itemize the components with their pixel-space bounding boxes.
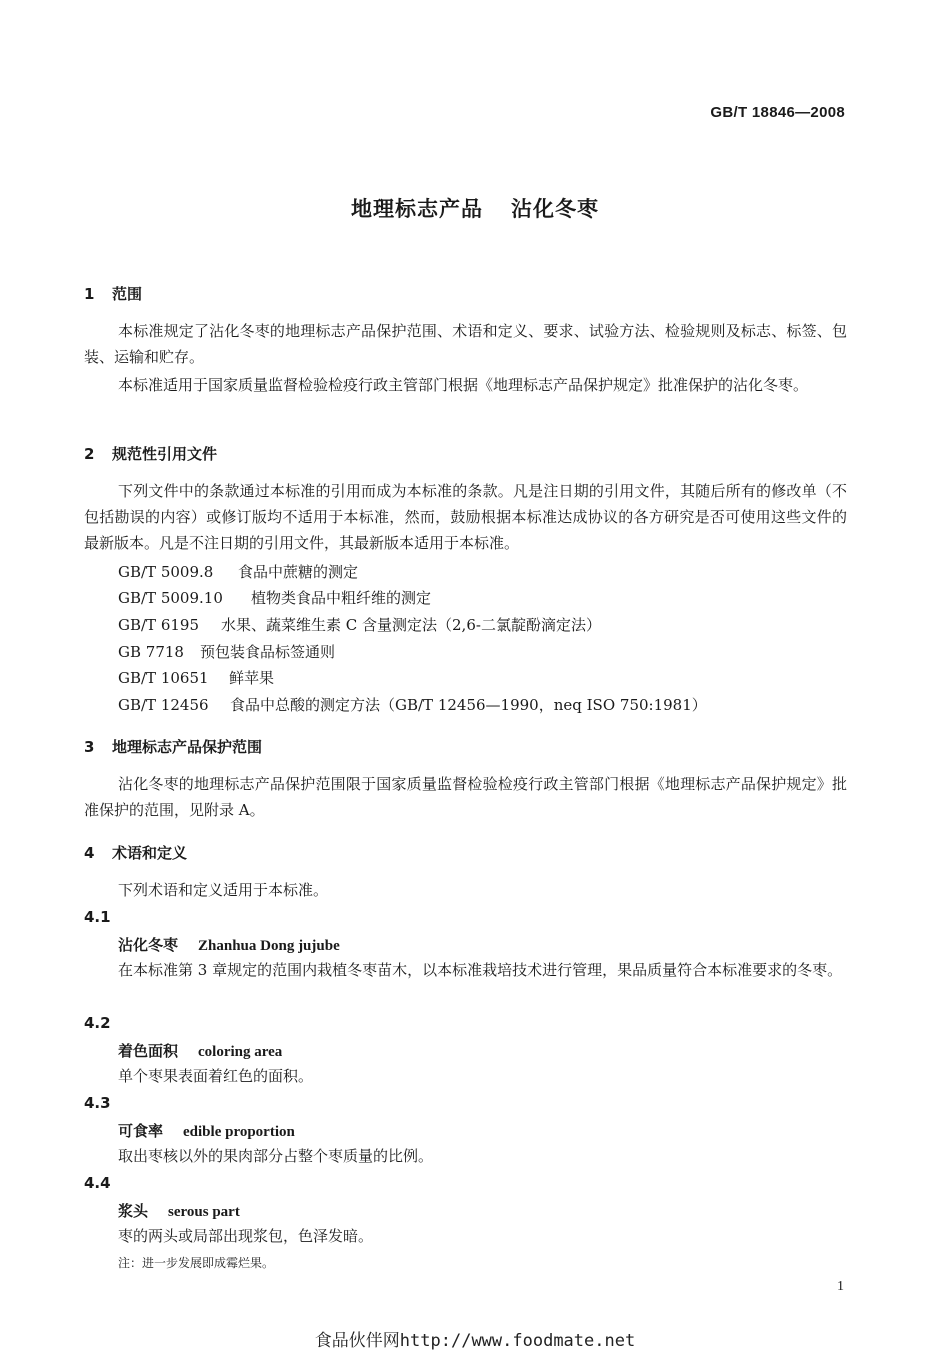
term-chinese: 着色面积 [118,1042,179,1060]
reference-title: 食品中总酸的测定方法（GB/T 12456—1990，neq ISO 750:1981） [230,696,707,714]
section-2-paragraph-1: 下列文件中的条款通过本标准的引用而成为本标准的条款。凡是注日期的引用文件，其随后所有的修改单（不包括勘误的内容）或修订版均不适用于本标准，然而，鼓励根据本标准达成协议的各方研究是否可使用这些文件的最新版本。凡是不注日期的引用文件，其最新版本适用于本标准。 [84,482,847,552]
term-heading [118,1040,282,1061]
clause-number: 4.4 [84,1174,111,1192]
standard-number: GB/T 18846—2008 [710,104,845,121]
term-definition: 单个枣果表面着红色的面积。 [118,1067,314,1085]
section-title: 范围 [112,285,143,303]
reference-code: GB/T 5009.10 [118,589,223,607]
title-part-2: 沾化冬枣 [511,197,599,221]
reference-title: 鲜苹果 [229,669,275,687]
reference-title: 食品中蔗糖的测定 [238,563,359,581]
term-chinese: 沾化冬枣 [118,936,179,954]
term-heading [118,934,340,955]
clause-number: 4.3 [84,1094,111,1112]
section-3-heading [84,736,262,757]
section-number: 1 [84,285,95,303]
reference-title: 植物类食品中粗纤维的测定 [251,589,432,607]
reference-title: 预包装食品标签通则 [200,643,336,661]
clause-number: 4.1 [84,908,111,926]
reference-title: 水果、蔬菜维生素 C 含量测定法（2,6-二氯靛酚滴定法） [221,616,601,634]
section-1-paragraph-1: 本标准规定了沾化冬枣的地理标志产品保护范围、术语和定义、要求、试验方法、检验规则及标志、标签、包装、运输和贮存。 [84,322,847,366]
reference-item [118,667,274,688]
term-definition: 枣的两头或局部出现浆包，色泽发暗。 [118,1227,374,1245]
section-1-paragraph-2: 本标准适用于国家质量监督检验检疫行政主管部门根据《地理标志产品保护规定》批准保护的沾化冬枣。 [118,376,809,394]
clause-number: 4.2 [84,1014,111,1032]
section-number: 2 [84,445,95,463]
term-definition: 在本标准第 3 章规定的范围内栽植冬枣苗木，以本标准栽培技术进行管理，果品质量符合本标准要求的冬枣。 [118,961,843,979]
term-chinese: 浆头 [118,1202,149,1220]
term-english: serous part [168,1204,240,1220]
section-title: 术语和定义 [112,844,188,862]
term-english: Zhanhua Dong jujube [198,938,340,954]
section-number: 4 [84,844,95,862]
section-3-paragraph-1: 沾化冬枣的地理标志产品保护范围限于国家质量监督检验检疫行政主管部门根据《地理标志产品保护规定》批准保护的范围，见附录 A。 [84,775,847,819]
document-title [0,193,950,223]
section-2-heading [84,443,217,464]
term-english: edible proportion [183,1124,295,1140]
section-4-paragraph-1: 下列术语和定义适用于本标准。 [118,881,329,899]
reference-code: GB 7718 [118,643,184,661]
reference-item [118,641,335,662]
term-heading [118,1120,295,1141]
section-title: 规范性引用文件 [112,445,218,463]
reference-code: GB/T 6195 [118,616,200,634]
page-number: 1 [837,1279,844,1294]
reference-code: GB/T 5009.8 [118,563,214,581]
reference-code: GB/T 10651 [118,669,209,687]
section-title: 地理标志产品保护范围 [112,738,263,756]
footer-watermark: 食品伙伴网http://www.foodmate.net [314,1331,636,1351]
section-number: 3 [84,738,95,756]
section-1-heading [84,283,142,304]
section-4-heading [84,842,187,863]
note: 注：进一步发展即成霉烂果。 [118,1256,275,1270]
term-chinese: 可食率 [118,1122,164,1140]
reference-item [118,561,358,582]
term-english: coloring area [198,1044,283,1060]
reference-item [118,614,601,635]
title-part-1: 地理标志产品 [351,197,483,221]
term-heading [118,1200,240,1221]
reference-code: GB/T 12456 [118,696,209,714]
reference-item [118,587,431,608]
reference-item [118,694,707,715]
term-definition: 取出枣核以外的果肉部分占整个枣质量的比例。 [118,1147,434,1165]
